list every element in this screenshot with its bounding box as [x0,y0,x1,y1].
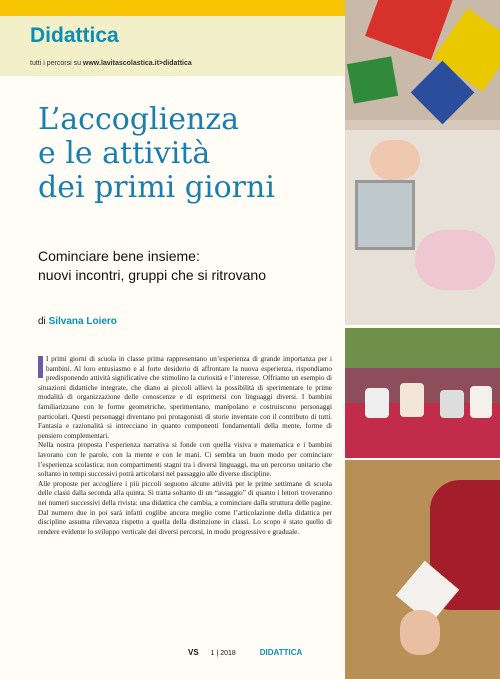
section-path [30,60,192,67]
byline-prefix: di [38,316,49,327]
subtitle-line: Cominciare bene insieme: [38,248,200,264]
dropcap-bar [38,356,43,378]
author-name: Silvana Loiero [48,316,117,327]
section-title: Didattica [30,24,119,47]
issue-number: 1 | 2018 [210,650,236,657]
header-color-bar [0,0,400,16]
photo-classroom-characters [345,328,500,458]
footer-section: DIDATTICA [259,648,303,657]
title-line: e le attività [38,136,211,171]
byline [38,316,117,327]
article-title [38,103,338,205]
paragraph: Nella nostra proposta l’esperienza narrativa si fonde con quella visiva e matematica e i bambini lavorano con le parole, con la mente e con le mani. Ci sembra un buon modo per cominciare l’esperienza scolastica: non compartimenti stagni tra i diversi linguaggi, ma un percorso unitario che soltanto in tempi successivi potrà articolarsi nel passaggio alle diverse discipline. [38,441,332,479]
path-link[interactable]: www.lavitascolastica.it>didattica [82,60,192,67]
title-line: dei primi giorni [38,170,275,205]
page-footer [188,648,302,657]
magazine-logo: VS [188,648,199,657]
paragraph-text: I primi giorni di scuola in classe prima rappresentano un’esperienza di grande importanza per i bambini. Al loro entusiasmo e al forte desiderio di affrontare la nuova esperienza, rispondiamo predisponendo attività significative che stimolino la curiosità e l’interesse. Offriamo un esempio di situazioni didattiche integrate, che diano ai piccoli allievi la possibilità di sperimentare le prime modalità di organizzazione delle conoscenze e di esprimersi con linguaggi diversi. I bambini familiarizzano con le forme geometriche, sperimentano, manipolano e costruiscono personaggi particolari. Questi personaggi diventano poi protagonisti di storie inventate con il contributo di tutti. Fantasia e razionalità si intrecciano in quanto componenti fondamentali della mente, forme di pensiero complementari. [38,355,332,440]
paragraph [38,355,332,441]
article-subtitle [38,247,338,285]
photo-geometric-shapes [345,0,500,325]
title-line: L’accoglienza [38,102,239,137]
subtitle-line: nuovi incontri, gruppi che si ritrovano [38,267,267,283]
path-prefix: tutti i percorsi su [30,60,83,67]
paragraph: Alle proposte per accogliere i più piccoli seguono alcune attività per le prime settimane di scuola delle classi dalla seconda alla quinta. Si tratta soltanto di un “assaggio” di quanto i lettori troveranno nei numeri successivi della rivista: una didattica che cambia, a cominciare dalla struttura delle pagine. Dal numero due in poi sarà infatti coglibe ancora meglio come l’articolazione della didattica per discipline assuma rilevanza rispetto a quella della distinzione in classi. Lo scopo è stato quello di rendere evidente lo sviluppo verticale dei diversi percorsi, in modo progressivo e graduale. [38,479,332,536]
photo-hands-tangram [345,460,500,679]
article-body [38,355,332,537]
